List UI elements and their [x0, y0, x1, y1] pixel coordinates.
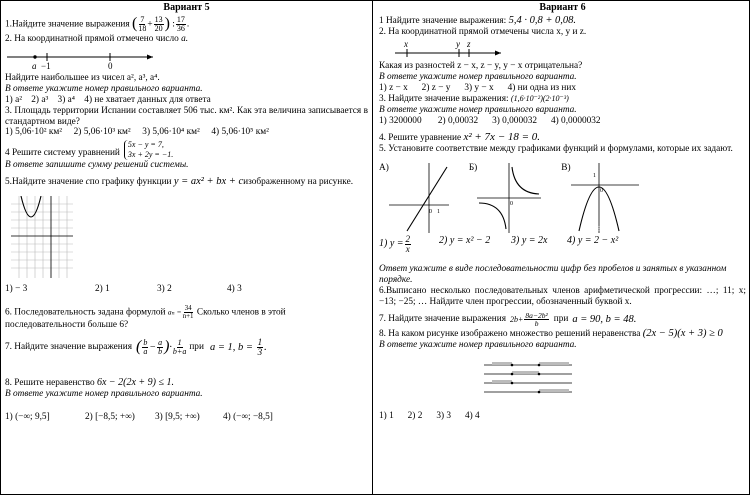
r-task-1: 1 Найдите значение выражения: 5,4 · 0,8 + 0,08.	[379, 14, 577, 26]
graph-c: В) 1 0	[561, 163, 638, 233]
svg-text:0: 0	[510, 200, 514, 207]
task-2-hint: В ответе укажите номер правильного варианта.	[5, 83, 203, 94]
variant-6-column	[374, 0, 750, 495]
r-task-2: 2. На координатной прямой отмечены числа x, y и z.	[379, 27, 587, 38]
task-1-text: 1.Найдите значение выражения	[5, 19, 130, 30]
r-task-5-hint: Ответ укажите в виде последовательности цифр без пробелов и занятых в указанном порядке.	[379, 263, 727, 285]
number-line-a	[5, 47, 155, 73]
task-3: 3. Площадь территории Испании составляет 506 тыс. км². Как эта величина записывается в стандартном виде?	[5, 105, 368, 127]
label-z: z	[467, 39, 471, 50]
task-8: 8. Решите неравенство 6x − 2(2x + 9) ≤ 1.	[5, 376, 174, 388]
r-task-7: 7. Найдите значение выражения 2b+ $\frac{\text{8a−2b²}}{b}$ при a = 90, b = 48.	[379, 310, 637, 329]
task-5: 5.Найдите значение cпо графику функции y = ax² + bx + cизображенному на рисунке.	[5, 175, 354, 187]
svg-text:1: 1	[436, 208, 440, 215]
task-3-options: 1) 5,06·10² км² 2) 5,06·10³ км² 3) 5,06·10⁴ км² 4) 5,06·10⁵ км²	[5, 127, 269, 138]
r-task-5: 5. Установите соответствие между графиками функций и формулами, которые их задают.	[379, 143, 733, 154]
parabola-graph	[11, 196, 73, 278]
graph-b: Б) 0	[469, 163, 541, 233]
r-task-5-graphs	[379, 163, 746, 233]
r-task-4: 4. Решите уравнение x² + 7x − 18 = 0.	[379, 130, 541, 143]
r-task-2-hint: В ответе укажите номер правильного варианта.	[379, 72, 577, 83]
svg-text:1: 1	[592, 172, 596, 179]
label-x: x	[404, 39, 408, 50]
r-task-8: 8. На каком рисунке изображено множество решений неравенства (2x − 5)(x + 3) ≥ 0	[379, 327, 723, 339]
task-7-expression: ( $\frac{b}{a}$ − $\frac{a}{b}$ ) · $\frac{1}{b+a}$	[136, 337, 187, 356]
r-task-5-options: 1) y = $\frac{2}{x}$ 2) y = x² − 2 3) y = 2x 4) y = 2 − x²	[379, 233, 619, 254]
r-task-6: 6.Выписано несколько последовательных членов арифметической прогрессии: …; 11; x; −13; −25; … Найдите член прогрессии, обозначенный буквой x.	[379, 285, 746, 307]
svg-text:0: 0	[428, 208, 432, 215]
graph-a: А) 0 1	[379, 163, 449, 233]
variant-5-column	[0, 0, 373, 495]
task-1: 1.Найдите значение выражения ( $\frac{7}{18}$ + $\frac{13}{20}$ ) : $\frac{17}{36}$ .	[5, 14, 190, 33]
svg-text:0: 0	[599, 187, 603, 194]
r-task-2-question: Какая из разностей z − x, z − y, y − x отрицательна?	[379, 61, 583, 72]
variant-6-title: Вариант 6	[539, 2, 586, 13]
task-4-hint: В ответе запишите сумму решений системы.	[5, 159, 189, 170]
task-7: 7. Найдите значение выражения ( $\frac{b}{a}$ − $\frac{a}{b}$ ) · $\frac{1}{b+a}$ при a = 1, b = $\frac{1}{3}$ .	[5, 336, 267, 357]
number-line-a-label: a	[32, 60, 37, 71]
r-task-8-hint: В ответе укажите номер правильного варианта.	[379, 340, 577, 351]
task-2-options: 1) a² 2) a³ 3) a⁴ 4) не хватает данных для ответа	[5, 94, 211, 105]
label-y: y	[456, 39, 460, 50]
r-task-3-options: 1) 3200000 2) 0,00032 3) 0,000032 4) 0,0000032	[379, 115, 601, 126]
r-task-3-hint: В ответе укажите номер правильного варианта.	[379, 105, 577, 116]
equation-system: 5x − y = 7, 3x + 2y = −1.	[124, 140, 173, 159]
task-2-question: Найдите наибольшее из чисел a², a³, a⁴.	[5, 72, 160, 83]
task-5-options: 1) − 3 2) 1 3) 2 4) 3	[5, 283, 242, 294]
task-4: 4 Решите систему уравнений 5x − y = 7, 3x + 2y = −1.	[5, 140, 174, 160]
r-task-8-options: 1) 1 2) 2 3) 3 4) 4	[379, 411, 480, 422]
task-8-options: 1) (−∞; 9,5] 2) [−8,5; +∞) 3) [9,5; +∞) 4) (−∞; −8,5]	[5, 411, 273, 422]
r-task-8-number-lines	[484, 359, 574, 399]
task-6: 6. Последовательность задана формулой aₙ = $\frac{34}{n+1}$ Сколько членов в этой последовательности больше 6?	[5, 303, 286, 330]
r-task-2-options: 1) z − x 2) z − y 3) y − x 4) ни одна из них	[379, 83, 577, 94]
r-task-3: 3. Найдите значение выражения: (1,6·10⁻²)(2·10⁻³)	[379, 94, 569, 105]
task-8-hint: В ответе укажите номер правильного варианта.	[5, 388, 203, 399]
number-line-xyz	[395, 39, 505, 61]
number-line-minus1-label: −1	[41, 60, 51, 71]
number-line-zero-label: 0	[108, 60, 113, 71]
variant-5-title: Вариант 5	[163, 2, 210, 13]
task-2: 2. На координатной прямой отмечено число a.	[5, 33, 189, 44]
